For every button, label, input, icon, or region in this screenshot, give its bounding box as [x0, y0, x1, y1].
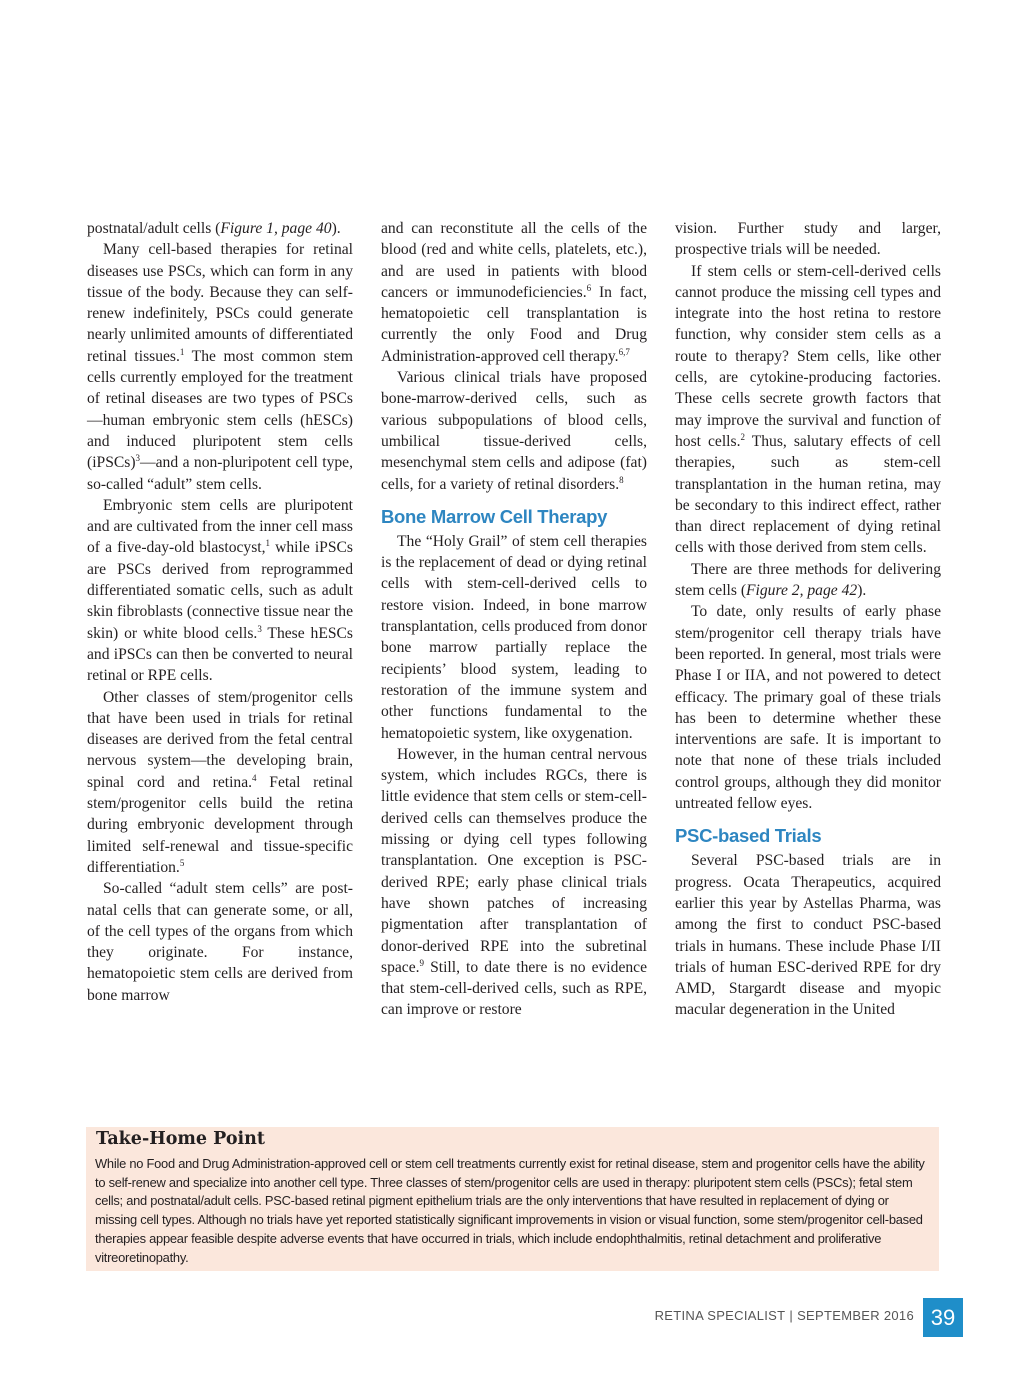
citation: 1	[265, 538, 271, 549]
paragraph: If stem cells or stem-cell-derived cells cannot produce the missing cell types and integrate into the host retina to restore function, why consider stem cells as a route to therapy? Stem cells, like other cells, are cytokine-producing factories. These cells secrete growth factors that may improve the survival and function of host cells.$^2$ Thus, salutary effects of cell therapies, such as stem-cell transplantation in the human retina, may be secondary to this indirect effect, rather than direct replacement of dying retinal cells with those derived from stem cells.	[675, 262, 941, 557]
figure-reference: Figure 1, page 40	[220, 220, 332, 237]
citation: 8	[619, 474, 624, 485]
page-number: 39	[923, 1298, 963, 1337]
column-3	[675, 218, 941, 1021]
citation: 5	[179, 857, 185, 868]
paragraph: So-called “adult stem cells” are post-natal cells that can generate some, or all, of the cell types of the organs from which they originate. For instance, hematopoietic stem cells are derived from bone marrow	[87, 880, 353, 1004]
paragraph: However, in the human central nervous system, which includes RGCs, there is little evidence that stem cells or stem-cell-derived cells can themselves produce the missing or dying cell types following transplantation. One exception is PSC-derived RPE; early phase clinical trials have shown patches of increasing pigmentation after transplantation of donor-derived RPE into the subretinal space.$^9$ Still, to date there is no evidence that stem-cell-derived cells, such as RPE, can improve or restore	[381, 745, 647, 1019]
figure-reference: Figure 2, page 42	[746, 582, 858, 600]
citation: 4	[252, 772, 257, 783]
paragraph: Several PSC-based trials are in progress. Ocata Therapeutics, acquired earlier this year by Astellas Pharma, was among the first to conduct PSC-based trials in humans. These include Phase I/II trials of human ESC-derived RPE for dry AMD, Stargardt disease and myopic macular degeneration in the United	[675, 852, 941, 1019]
paragraph: Many cell-based therapies for retinal diseases use PSCs, which can form in any tissue of the body. Because they can self-renew indefinitely, PSCs could generate nearly unlimited amounts of differentiated retinal tissues.$^1$ The most common stem cells currently employed for the treatment of retinal diseases are two types of PSCs—human embryonic stem cells (hESCs) and induced pluripotent stem cells (iPSCs)$^3$—and a non-pluripotent cell type, so-called “adult” stem cells.	[87, 241, 353, 493]
journal-name: RETINA SPECIALIST	[654, 1308, 786, 1323]
paragraph: There are three methods for delivering stem cells (Figure 2, page 42).	[675, 560, 941, 600]
paragraph: Embryonic stem cells are pluripotent and are cultivated from the inner cell mass of a five-day-old blastocyst,$^1$ while iPSCs are PSCs derived from reprogrammed differentiated somatic cells, such as adult skin fibroblasts (connective tissue near the skin) or white blood cells.$^3$ These hESCs and iPSCs can then be converted to neural retinal or RPE cells.	[87, 496, 353, 685]
paragraph: The “Holy Grail” of stem cell therapies is the replacement of dead or dying retinal cells with stem-cell-derived cells to restore vision. Indeed, in bone marrow transplantation, cells produced from donor bone marrow partially replace the recipients’ blood system, leading to restoration of the immune system and other functions fundamental to the hematopoietic system, like oxygenation.	[381, 532, 647, 742]
citation: 3	[135, 453, 141, 464]
footer	[655, 1308, 914, 1323]
paragraph: Various clinical trials have proposed bone-marrow-derived cells, such as various subpopulations of blood cells, umbilical tissue-derived cells, mesenchymal stem cells and adipose (fat) cells, for a variety of retinal disorders.$^8$	[381, 369, 647, 493]
citation: 2	[740, 431, 745, 442]
citation: 6	[586, 282, 592, 293]
take-home-title: Take-Home Point	[96, 1129, 265, 1149]
footer-separator: |	[789, 1308, 794, 1323]
citation: 3	[257, 623, 262, 634]
citation: 6,7	[618, 346, 630, 357]
take-home-body: While no Food and Drug Administration-approved cell or stem cell treatments currently exist for retinal disease, stem and progenitor cells have the ability to self-renew and specialize into another cell type. Three classes of stem/progenitor cells are used in therapy: pluripotent stem cells (PSCs); fetal stem cells; and postnatal/adult cells. PSC-based retinal pigment epithelium trials are the only interventions that have resulted in replacement of dying or missing cell types. Although no trials have yet reported statistically significant improvements in vision or visual function, some stem/progenitor cell-based therapies appear feasible despite adverse events that have occurred in trials, which include endophthalmitis, retinal detachment and proliferative vitreoretinopathy.	[95, 1156, 925, 1265]
section-heading: PSC-based Trials	[675, 825, 822, 847]
column-1	[87, 218, 353, 1006]
paragraph: postnatal/adult cells (Figure 1, page 40).	[87, 220, 341, 237]
column-2	[381, 218, 647, 1021]
citation: 9	[419, 957, 425, 968]
paragraph: and can reconstitute all the cells of the blood (red and white cells, platelets, etc.), and are used in patients with blood cancers or immunodeficiencies.$^6$ In fact, hematopoietic cell transplantation is currently the only Food and Drug Administration-approved cell therapy.$^{6,7}$	[381, 220, 647, 365]
section-heading: Bone Marrow Cell Therapy	[381, 505, 608, 527]
citation: 1	[179, 346, 185, 357]
paragraph: To date, only results of early phase stem/progenitor cell therapy trials have been reported. In general, most trials were Phase I or IIA, and not powered to detect efficacy. The primary goal of these trials has been to determine whether these interventions are safe. It is important to note that none of these trials included control groups, although they did monitor untreated fellow eyes.	[675, 603, 941, 813]
paragraph: vision. Further study and larger, prospective trials will be needed.	[675, 220, 941, 259]
issue-date: SEPTEMBER 2016	[797, 1308, 914, 1323]
paragraph: Other classes of stem/progenitor cells that have been used in trials for retinal diseases are derived from the fetal central nervous system—the developing brain, spinal cord and retina.$^4$ Fetal retinal stem/progenitor cells build the retina during embryonic development through limited self-renewal and tissue-specific differentiation.$^5$	[87, 688, 354, 876]
take-home-box	[86, 1127, 939, 1271]
